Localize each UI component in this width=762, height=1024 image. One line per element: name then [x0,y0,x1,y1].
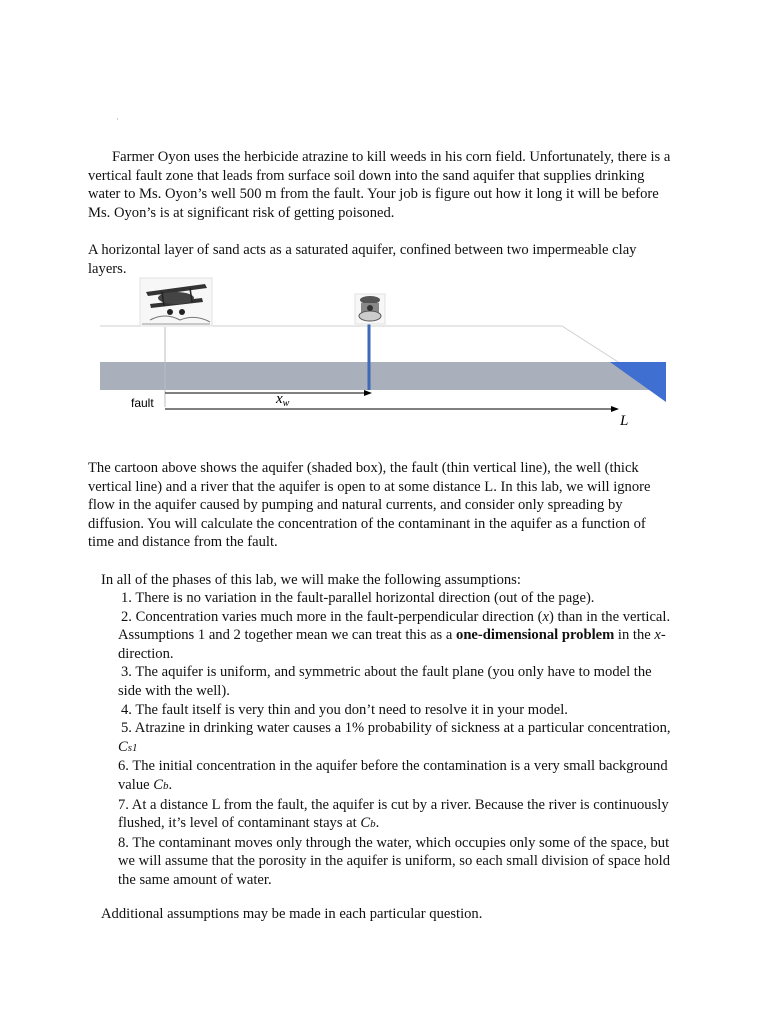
person-at-well-icon [355,294,385,324]
aquifer-box [100,362,666,390]
biplane-icon [140,278,212,326]
assumption-3: 3. The aquifer is uniform, and symmetric about the fault plane (you only have to model the side with the well). [118,664,652,699]
intro-paragraph: Farmer Oyon uses the herbicide atrazine to kill weeds in his corn field. Unfortunately, there is a vertical fault zone that leads from surface soil down into the sand aquifer that supplies drinking water to Ms. Oyon’s well 500 m from the fault. Your job is figure out how it long it will be before Ms. Oyon’s is at significant risk of getting poisoned. [88,149,671,221]
assumption-4: 4. The fault itself is very thin and you don’t need to resolve it in your model. [121,701,568,718]
assumption-8: 8. The contaminant moves only through the water, which occupies only some of the space, but we will assume that the porosity in the aquifer is uniform, so each small division of space hold the same amount of water. [118,834,671,888]
cartoon-paragraph: The cartoon above shows the aquifer (shaded box), the fault (thin vertical line), the well (thick vertical line) and a river that the aquifer is open to at some distance L. In this lab, we will ignore flow in the aquifer caused by pumping and natural currents, and consider only spreading by diffusion. You will calculate the concentration of the contaminant in the aquifer as a function of time and distance from the fault. [88,460,651,551]
assumption-1: 1. There is no variation in the fault-parallel horizontal direction (out of the page). [121,590,595,606]
assumption-7: 7. At a distance L from the fault, the aquifer is cut by a river. Because the river is continuously flushed, it’s level of contaminant stays at Cb. [118,796,669,832]
closing-paragraph: Additional assumptions may be made in each particular question. [101,906,483,922]
xw-subscript: w [282,398,290,409]
L-arrow-head [611,406,619,412]
assumptions-intro: In all of the phases of this lab, we will make the following assumptions: [101,572,521,588]
assumption-5: 5. Atrazine in drinking water causes a 1% probability of sickness at a particular concentration, Cs1 [118,720,671,755]
assumptions-list [118,589,674,890]
L-label: L [620,413,629,429]
xw-arrow-head [364,390,372,396]
aquifer-paragraph: A horizontal layer of sand acts as a saturated aquifer, confined between two impermeable clay layers. [88,242,637,277]
assumption-2: 2. Concentration varies much more in the fault-perpendicular direction (x) than in the vertical. Assumptions 1 and 2 together mean we can treat this as a one-dimensional problem in the x-direction. [118,608,671,662]
assumption-6: 6. The initial concentration in the aquifer before the contamination is a very small background value Cb. [118,758,668,793]
aquifer-diagram [0,272,762,442]
stray-mark: · [116,114,119,124]
fault-label: fault [131,396,154,410]
xw-label: $x_w$ [276,391,290,409]
